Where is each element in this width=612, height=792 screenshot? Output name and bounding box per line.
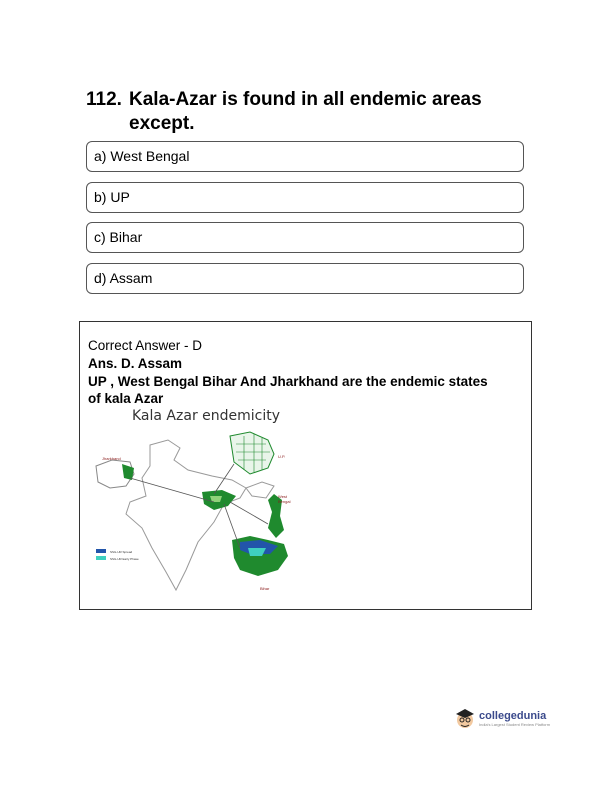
legend-label-early: SSG-UR Early Phase [110,557,139,561]
up-label: U.P. [278,454,286,459]
bihar-label: Bihar [260,586,270,591]
up-inset [230,432,274,474]
jharkhand-label: Jharkhand [102,456,121,461]
explanation-line-1: UP , West Bengal Bihar And Jharkhand are the endemic states [88,374,488,389]
option-d[interactable]: d) Assam [86,263,524,294]
endemicity-map [90,430,340,600]
figure-title: Kala Azar endemicity [132,408,281,424]
option-b[interactable]: b) UP [86,182,524,213]
connector-west-bengal [230,502,268,524]
question-number: 112. [86,89,122,110]
west-bengal-label-2: Bengal [278,499,291,504]
legend-label-spread: SSG-UR Spread [110,550,133,554]
option-c[interactable]: c) Bihar [86,222,524,253]
footer-logo[interactable] [454,707,550,729]
answer-label: Ans. D. Assam [88,356,183,371]
west-bengal-label-1: West [278,494,288,499]
correct-answer: Correct Answer - D [88,338,203,353]
legend-swatch-early [96,556,106,560]
brand-tagline: India's Largest Student Review Platform [479,721,551,727]
brand-name: collegedunia [479,709,547,722]
answer-box [79,321,532,610]
mascot-icon [454,707,476,729]
legend-swatch-spread [96,549,106,553]
question-text: Kala-Azar is found in all endemic areas [129,89,482,110]
explanation-line-2: of kala Azar [88,391,164,406]
connector-bihar [224,504,240,548]
option-a[interactable]: a) West Bengal [86,141,524,172]
northeast-outline [246,482,274,498]
question-text-continued: except. [129,113,195,134]
